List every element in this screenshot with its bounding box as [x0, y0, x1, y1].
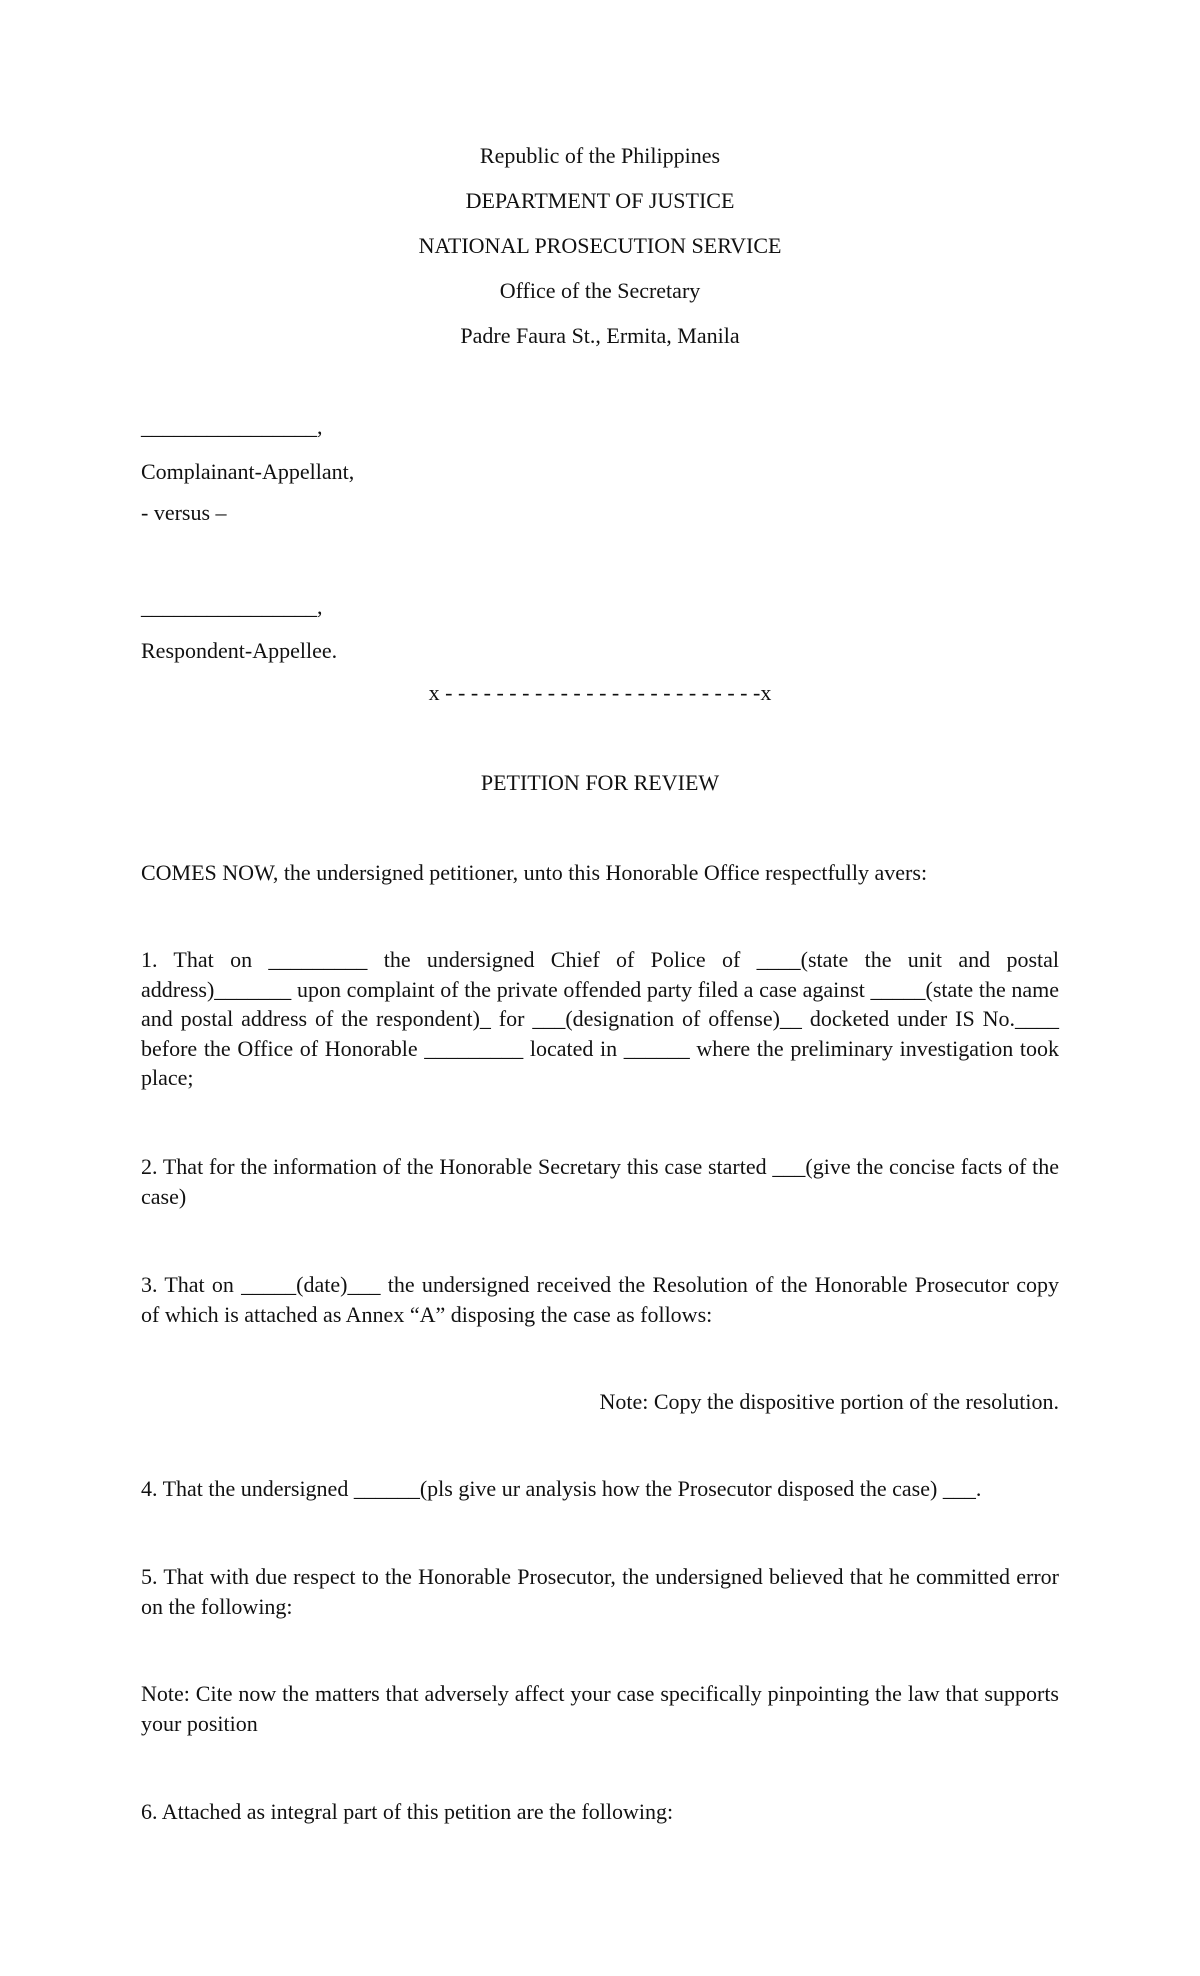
versus-label: - versus –: [141, 500, 227, 525]
header-office: Office of the Secretary: [499, 278, 701, 303]
caption-divider: x - - - - - - - - - - - - - - - - - - - - - - - - -x: [428, 680, 772, 705]
header-department: DEPARTMENT OF JUSTICE: [465, 188, 735, 213]
note-dispositive: Note: Copy the dispositive portion of the resolution.: [599, 1389, 1059, 1414]
complainant-blank: ________________,: [141, 414, 323, 439]
paragraph-2: 2. That for the information of the Honorable Secretary this case started ___(give the concise facts of the case): [141, 1154, 1059, 1209]
note-cite-matters: Note: Cite now the matters that adversely affect your case specifically pinpointing the law that supports your position: [141, 1681, 1059, 1736]
complainant-label: Complainant-Appellant,: [141, 459, 355, 484]
respondent-label: Respondent-Appellee.: [141, 638, 338, 663]
intro-paragraph: COMES NOW, the undersigned petitioner, unto this Honorable Office respectfully avers:: [141, 860, 928, 885]
paragraph-3: 3. That on _____(date)___ the undersigned received the Resolution of the Honorable Prosecutor copy of which is attached as Annex “A” disposing the case as follows:: [141, 1272, 1059, 1327]
header-republic: Republic of the Philippines: [479, 143, 721, 168]
paragraph-4: 4. That the undersigned ______(pls give ur analysis how the Prosecutor disposed the case) ___.: [141, 1476, 982, 1501]
document-title: PETITION FOR REVIEW: [480, 770, 720, 795]
paragraph-5: 5. That with due respect to the Honorable Prosecutor, the undersigned believed that he committed error on the following:: [141, 1564, 1059, 1619]
respondent-blank: ________________,: [141, 594, 323, 619]
header-service: NATIONAL PROSECUTION SERVICE: [418, 233, 782, 258]
header-address: Padre Faura St., Ermita, Manila: [460, 323, 740, 348]
paragraph-6: 6. Attached as integral part of this petition are the following:: [141, 1799, 674, 1824]
paragraph-1: 1. That on _________ the undersigned Chief of Police of ____(state the unit and postal address)_______ upon complaint of the private offended party filed a case against _____(state the name and postal address of the respondent)_ for ___(designation of offense)__ docketed under IS No.____ before the Office of Honorable _________ located in ______ where the preliminary investigation took place;: [141, 947, 1059, 1090]
